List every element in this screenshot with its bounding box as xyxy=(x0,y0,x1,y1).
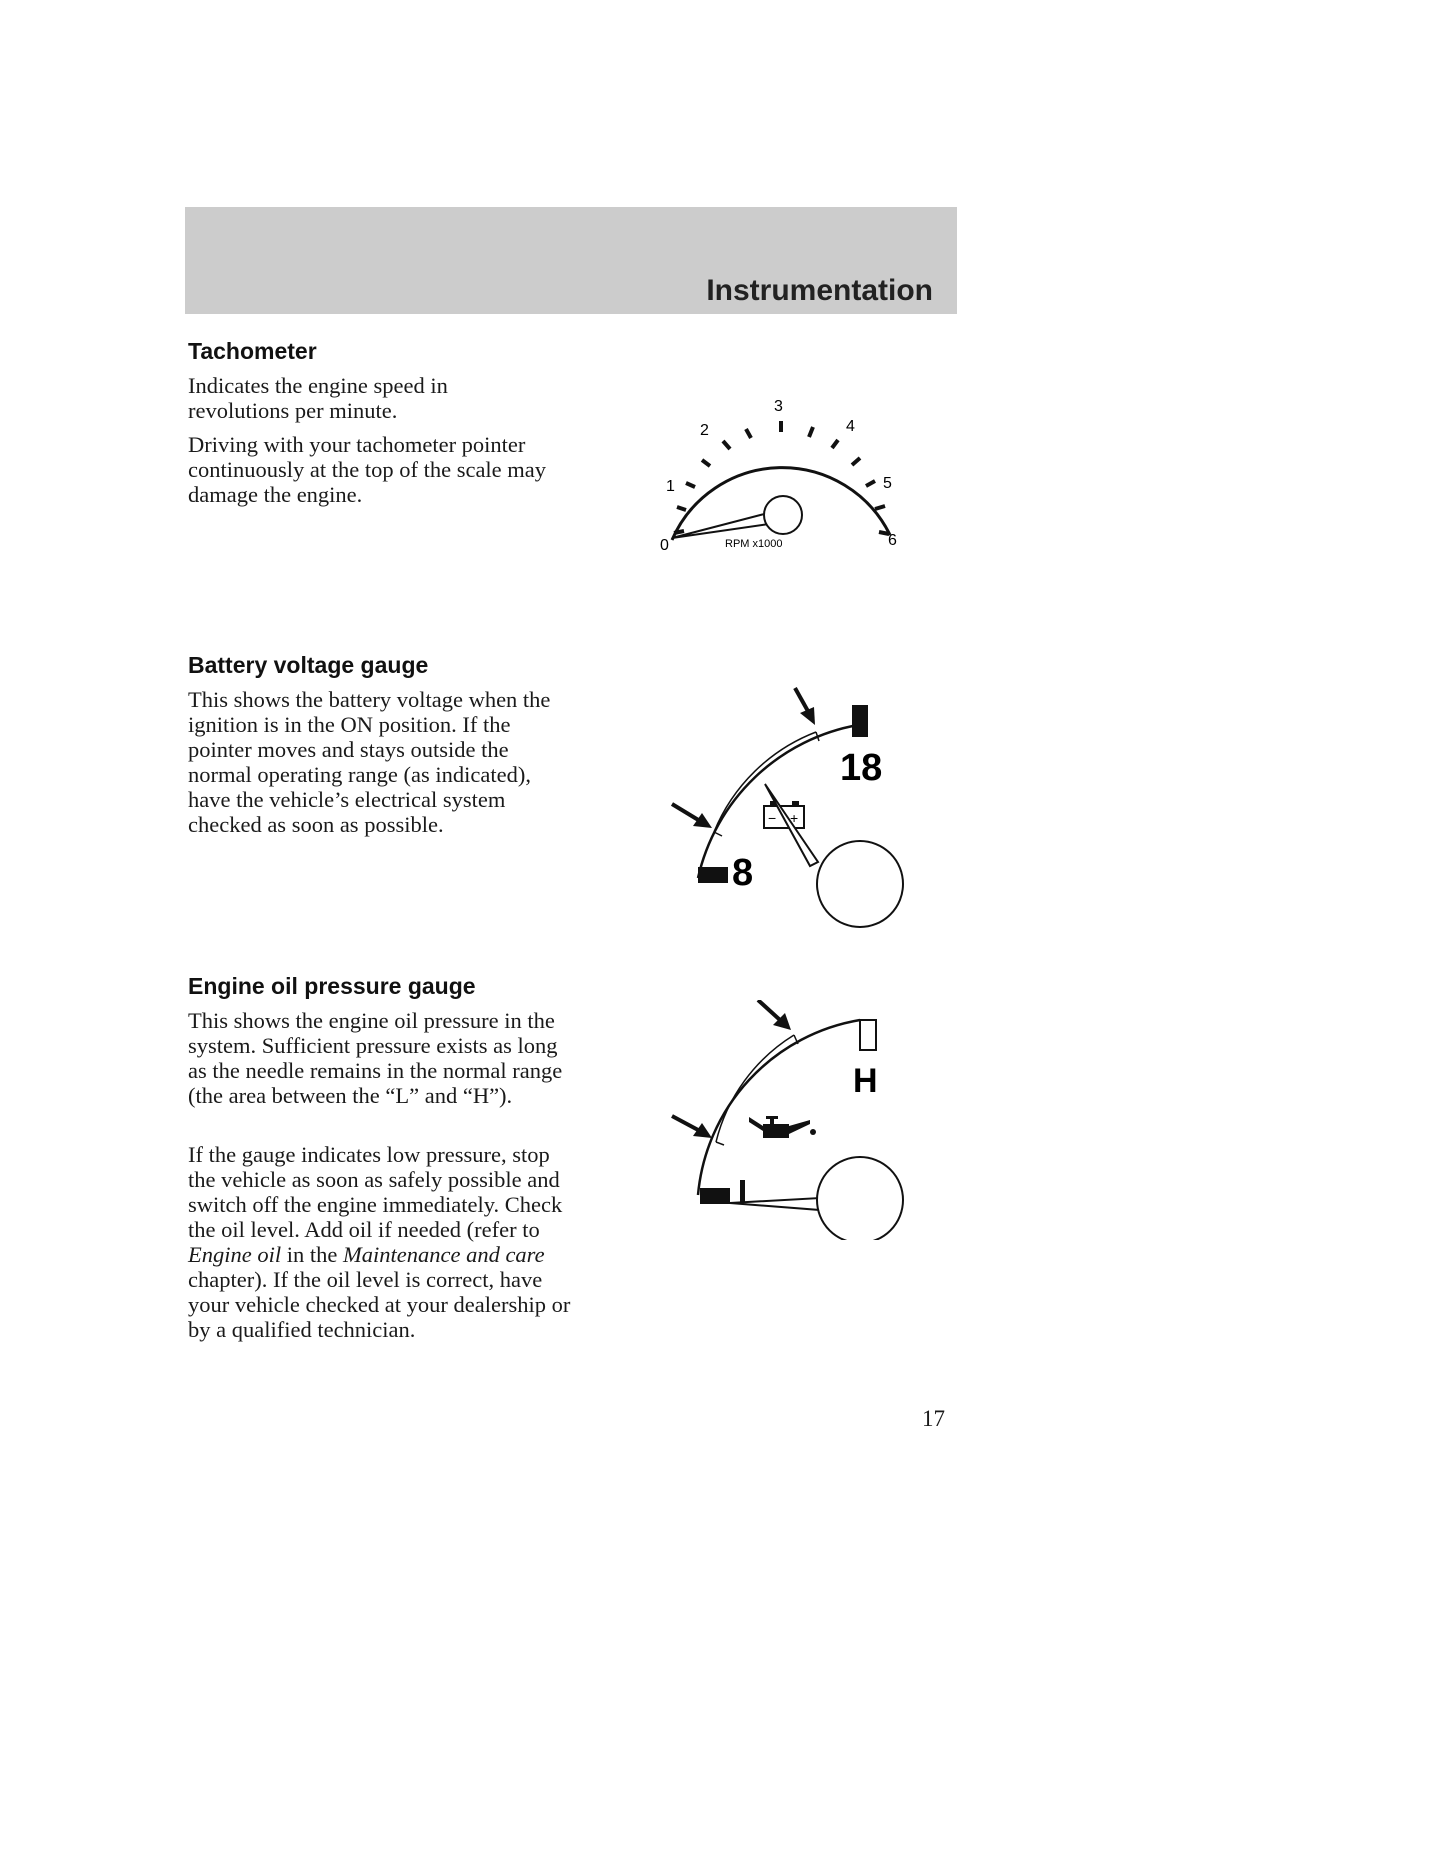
battery-range-arrow-high xyxy=(795,688,815,725)
oil-can-icon xyxy=(749,1116,816,1138)
section-title-oil: Engine oil pressure gauge xyxy=(188,973,476,999)
oil-paragraph-2-engine-oil: Engine oil xyxy=(188,1242,282,1267)
oil-paragraph-2 xyxy=(188,1142,573,1342)
tachometer-label-3: 3 xyxy=(774,398,783,415)
header-band xyxy=(185,207,957,314)
oil-high-label: H xyxy=(853,1062,878,1100)
tachometer-label-4: 4 xyxy=(846,418,855,435)
oil-paragraph-2-part-b: in the xyxy=(286,1242,343,1267)
tachometer-label-0: 0 xyxy=(660,537,669,554)
oil-pressure-gauge xyxy=(660,1000,920,1240)
battery-high-label: 18 xyxy=(840,747,883,789)
battery-hub xyxy=(817,841,903,927)
section-title-battery: Battery voltage gauge xyxy=(188,652,429,678)
oil-range-arrow-high xyxy=(758,1000,791,1030)
tachometer-label-1: 1 xyxy=(666,478,675,495)
oil-paragraph-1: This shows the engine oil pressure in the system. Sufficient pressure exists as long as the needle remains in the normal range (the area between the “L” and “H”). xyxy=(188,1008,563,1108)
battery-gauge xyxy=(660,680,920,940)
tachometer-gauge xyxy=(650,385,910,555)
oil-low-tick xyxy=(740,1180,745,1204)
oil-low-marker xyxy=(700,1188,730,1204)
tachometer-unit-label: RPM x1000 xyxy=(725,538,783,550)
battery-plus-sign: + xyxy=(790,810,799,826)
tachometer-label-2: 2 xyxy=(700,422,709,439)
oil-paragraph-2-part-a: If the gauge indicates low pressure, stop the vehicle as soon as safely possible and switch off the engine immediately. Check the oil level. Add oil if needed (refer to xyxy=(188,1142,563,1242)
battery-minus-sign: − xyxy=(768,810,777,826)
oil-hub xyxy=(817,1157,903,1240)
tachometer-label-6: 6 xyxy=(888,532,897,549)
tachometer-paragraph-1: Indicates the engine speed in revolutions per minute. xyxy=(188,373,448,423)
section-title-tachometer: Tachometer xyxy=(188,338,317,364)
oil-paragraph-2-maintenance: Maintenance and care xyxy=(342,1242,545,1267)
tachometer-paragraph-2: Driving with your tachometer pointer continuously at the top of the scale may damage the engine. xyxy=(188,432,547,507)
page-title: Instrumentation xyxy=(706,274,933,307)
tachometer-label-5: 5 xyxy=(883,475,892,492)
page-number: 17 xyxy=(922,1406,945,1431)
battery-paragraph: This shows the battery voltage when the ignition is in the ON position. If the pointer moves and stays outside the normal operating range (as indicated), have the vehicle’s electrical system checked as soon as possible. xyxy=(188,687,551,837)
oil-paragraph-2-part-c: chapter). If the oil level is correct, have your vehicle checked at your dealership or by a qualified technician. xyxy=(188,1267,571,1342)
battery-low-label: 8 xyxy=(732,852,754,894)
oil-range-arrow-low xyxy=(672,1116,712,1138)
battery-low-marker xyxy=(698,867,728,883)
battery-range-arrow-low xyxy=(672,804,712,828)
battery-high-marker xyxy=(852,705,868,737)
oil-high-marker xyxy=(860,1020,876,1050)
tachometer-hub xyxy=(764,496,802,534)
